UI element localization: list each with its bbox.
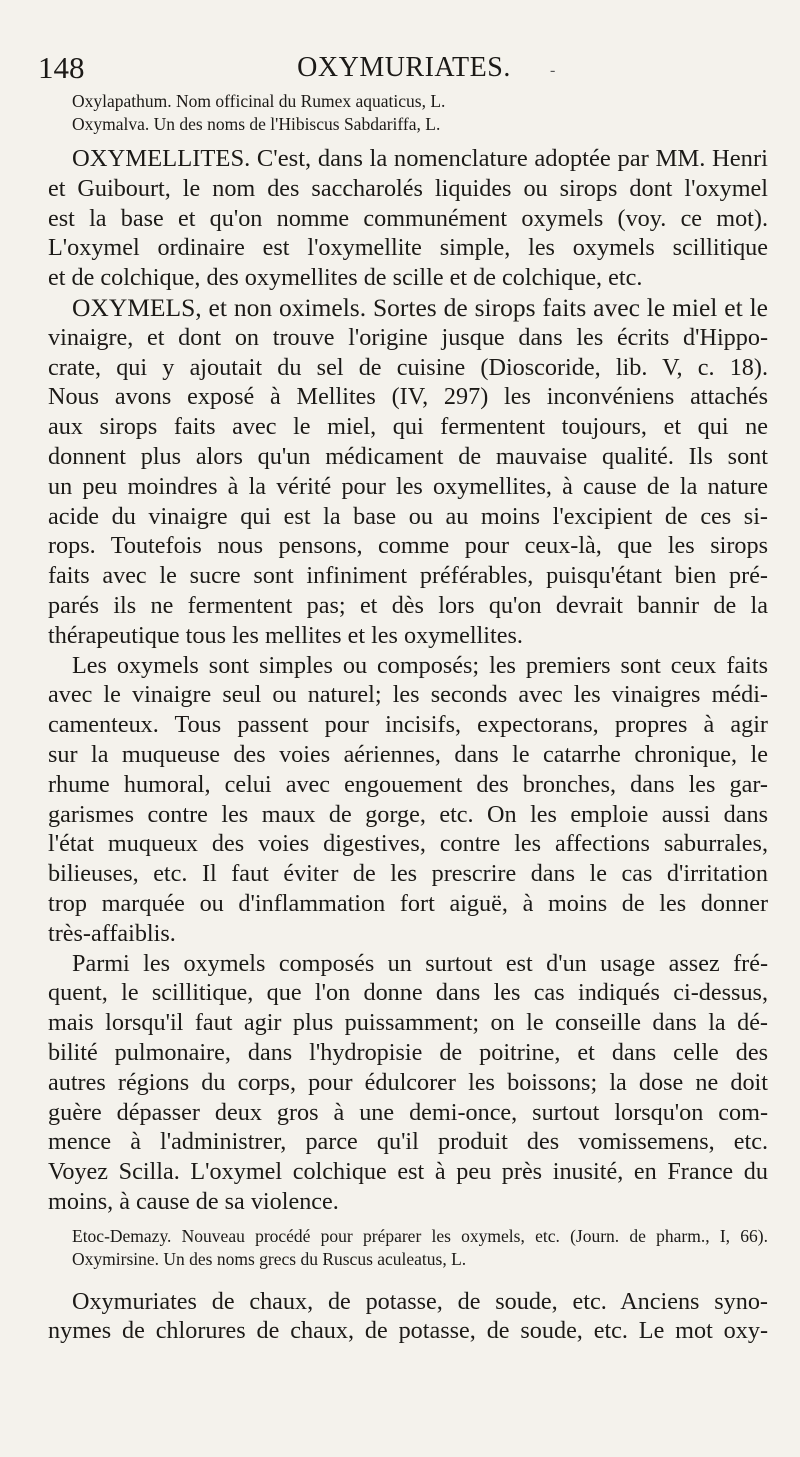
running-title: OXYMURIATES. [297,52,511,83]
text-line: très-affaiblis. [48,919,176,947]
text-line: avec le vinaigre seul ou naturel; les seconds avec les vinaigres médi- [48,681,768,709]
text-line: vinaigre, et dont on trouve l'origine jusque dans les écrits d'Hippo- [48,323,768,351]
text-line: l'état muqueux des voies digestives, contre les affections saburrales, [48,830,768,858]
text-line: L'oxymel ordinaire est l'oxymellite simple, les oxymels scillitique [48,234,768,262]
paragraph-oxymellites [48,144,768,293]
text-line: bilité pulmonaire, dans l'hydropisie de poitrine, et dans celle des [48,1038,768,1066]
entry-oxymirsine: Oxymirsine. Un des noms grecs du Ruscus aculeatus, L. [72,1248,467,1269]
text-line: est la base et qu'on nomme communément oxymels (voy. ce mot). [48,204,768,232]
paragraph-oxymuriates [48,1287,768,1347]
text-line: nymes de chlorures de chaux, de potasse, de soude, etc. Le mot oxy- [48,1317,768,1345]
paragraph-oxymels-types [48,651,768,949]
text-line: autres régions du corps, pour édulcorer les boissons; la dose ne doit [48,1068,768,1096]
text-line: garismes contre les maux de gorge, etc. On les emploie aussi dans [48,800,768,828]
text-line: guère dépasser deux gros à une demi-once, surtout lorsqu'on com- [48,1098,768,1126]
page-number: 148 [38,50,85,85]
page-header [38,50,770,90]
text-line: parés ils ne fermentent pas; et dès lors qu'on devrait bannir de la [48,591,768,619]
header-mark: - [550,62,556,79]
text-line: donnent plus alors qu'un médicament de mauvaise qualité. Ils sont [48,442,768,470]
text-line: moins, à cause de sa violence. [48,1187,339,1215]
entry-oxylapathum: Oxylapathum. Nom officinal du Rumex aquaticus, L. [72,91,446,111]
page-body [48,90,768,1346]
text-line: crate, qui y ajoutait du sel de cuisine (Dioscoride, lib. V, c. 18). [48,353,768,381]
entry-oxymalva: Oxymalva. Un des noms de l'Hibiscus Sabdariffa, L. [72,114,441,134]
text-line: camenteux. Tous passent pour incisifs, expectorans, propres à agir [48,711,768,739]
references [48,1225,768,1271]
text-line: sur la muqueuse des voies aériennes, dans le catarrhe chronique, le [48,740,768,768]
text-line: bilieuses, etc. Il faut éviter de les prescrire dans le cas d'irritation [48,860,768,888]
text-line: mais lorsqu'il faut agir plus puissamment; on le conseille dans la dé- [48,1009,768,1037]
text-line: OXYMELLITES. C'est, dans la nomenclature adoptée par MM. Henri [72,145,768,172]
text-line: aux sirops faits avec le miel, qui fermentent toujours, et qui ne [48,413,768,441]
text-line: faits avec le sucre sont infiniment préférables, puisqu'étant bien pré- [48,562,768,590]
text-line: quent, le scillitique, que l'on donne dans les cas indiqués ci-dessus, [48,979,768,1007]
text-line: rhume humoral, celui avec engouement des bronches, dans les gar- [48,770,768,798]
text-line: trop marquée ou d'inflammation fort aiguë, à moins de les donner [48,889,768,917]
text-line: acide du vinaigre qui est la base ou au moins l'excipient de ces si- [48,502,768,530]
text-line: rops. Toutefois nous pensons, comme pour ceux-là, que les sirops [48,532,768,560]
text-line: Oxymuriates de chaux, de potasse, de soude, etc. Anciens syno- [72,1287,768,1315]
text-line: mence à l'administrer, parce qu'il produit des vomissemens, etc. [48,1128,768,1156]
text-line: Parmi les oxymels composés un surtout est d'un usage assez fré- [72,949,768,977]
entry-list-top [48,90,768,136]
text-line: Les oxymels sont simples ou composés; les premiers sont ceux faits [72,651,768,679]
text-line: et de colchique, des oxymellites de scille et de colchique, etc. [48,264,643,292]
text-line: un peu moindres à la vérité pour les oxymellites, à cause de la nature [48,472,768,500]
text-line: Voyez Scilla. L'oxymel colchique est à peu près inusité, en France du [48,1158,768,1186]
paragraph-oxymels-composes [48,949,768,1217]
reference-etoc-demazy: Etoc-Demazy. Nouveau procédé pour préparer les oxymels, etc. (Journ. de pharm., I, 66). [72,1225,768,1246]
text-line: Nous avons exposé à Mellites (IV, 297) les inconvéniens attachés [48,383,768,411]
text-line: thérapeutique tous les mellites et les oxymellites. [48,621,523,649]
text-line: OXYMELS, et non oximels. Sortes de sirops faits avec le miel et le [72,292,768,322]
paragraph-oxymels [48,293,768,651]
text-line: et Guibourt, le nom des saccharolés liquides ou sirops dont l'oxymel [48,174,768,202]
